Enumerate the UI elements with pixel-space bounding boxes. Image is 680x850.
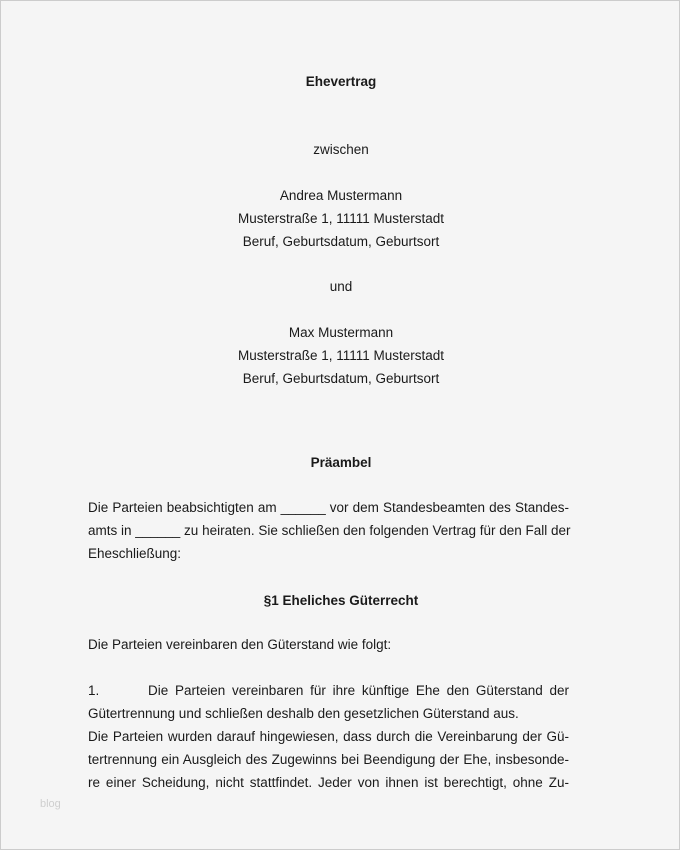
- preamble-heading: Präambel: [310, 455, 372, 470]
- party2-name: Max Mustermann: [288, 325, 394, 340]
- section1-line: Gütertrennung und schließen deshalb den gesetzlichen Güterstand aus.: [88, 706, 519, 721]
- watermark-text: blog: [40, 798, 61, 810]
- section1-line: re einer Scheidung, nicht stattfindet. Jeder von ihnen ist berechtigt, ohne Zu-: [88, 775, 569, 790]
- and-label: und: [329, 279, 353, 294]
- section1-heading: §1 Eheliches Güterrecht: [263, 593, 419, 608]
- section1-line: Die Parteien wurden darauf hingewiesen, dass durch die Vereinbarung der Gü-: [88, 729, 569, 744]
- party2-details: Beruf, Geburtsdatum, Geburtsort: [242, 371, 440, 386]
- preamble-line: amts in ______ zu heiraten. Sie schließen den folgenden Vertrag für den Fall der: [88, 523, 571, 538]
- party1-details: Beruf, Geburtsdatum, Geburtsort: [242, 234, 440, 249]
- between-label: zwischen: [313, 142, 369, 157]
- party2-address: Musterstraße 1, 11111 Musterstadt: [237, 348, 445, 363]
- party1-address: Musterstraße 1, 11111 Musterstadt: [237, 211, 445, 226]
- item-number: 1.: [88, 683, 100, 698]
- party1-name: Andrea Mustermann: [279, 188, 403, 203]
- preamble-line: Die Parteien beabsichtigten am ______ vor dem Standesbeamten des Standes-: [88, 500, 569, 515]
- list-item: [88, 683, 569, 699]
- document-title: Ehevertrag: [305, 74, 377, 89]
- section1-intro: Die Parteien vereinbaren den Güterstand wie folgt:: [88, 637, 392, 652]
- preamble-line: Eheschließung:: [88, 546, 182, 561]
- item-first-line: Die Parteien vereinbaren für ihre künftige Ehe den Güterstand der: [148, 683, 569, 698]
- section1-line: tertrennung ein Ausgleich des Zugewinns bei Beendigung der Ehe, insbesonde-: [88, 752, 569, 767]
